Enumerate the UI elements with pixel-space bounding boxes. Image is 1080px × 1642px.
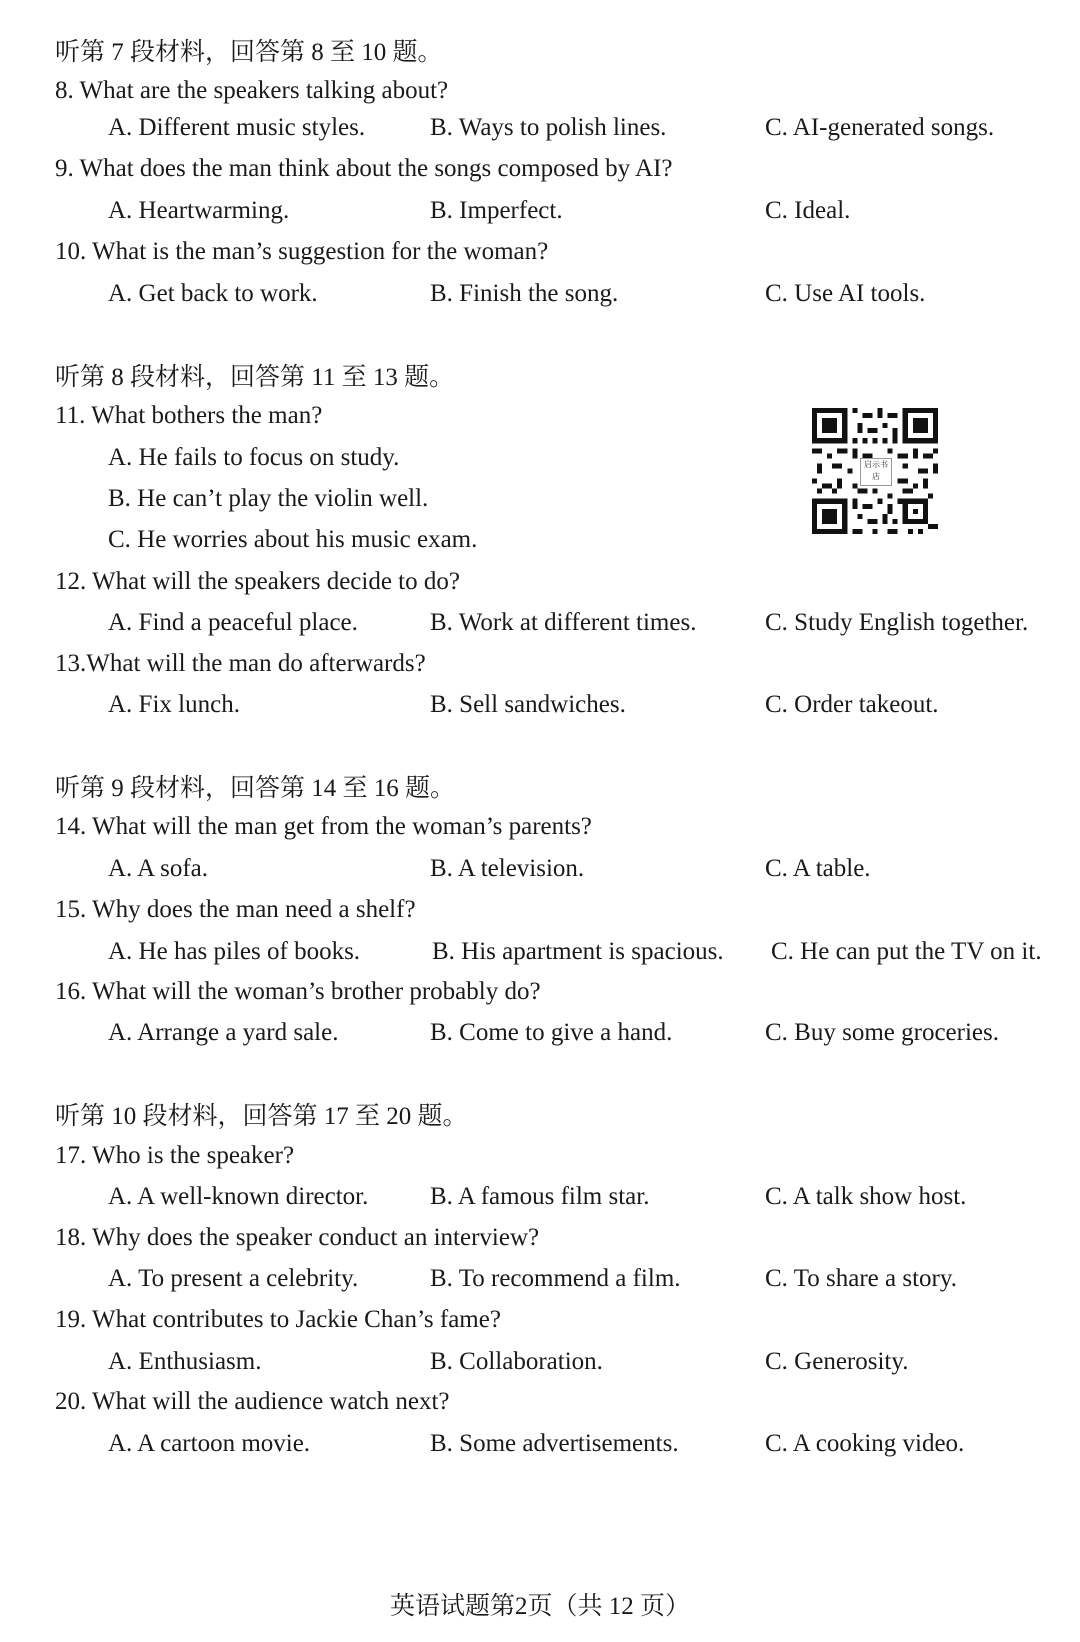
q8-option-b: B. Ways to polish lines. bbox=[430, 114, 667, 141]
q20-option-c: C. A cooking video. bbox=[765, 1430, 965, 1457]
q20-option-a: A. A cartoon movie. bbox=[108, 1430, 311, 1457]
q13-option-b: B. Sell sandwiches. bbox=[430, 691, 626, 718]
q12-option-b: B. Work at different times. bbox=[430, 609, 697, 636]
q10-option-a: A. Get back to work. bbox=[108, 280, 318, 307]
q11-option-c: C. He worries about his music exam. bbox=[108, 526, 478, 553]
question-12: 12. What will the speakers decide to do? bbox=[55, 568, 460, 595]
q17-option-a: A. A well-known director. bbox=[108, 1183, 369, 1210]
q13-option-c: C. Order takeout. bbox=[765, 691, 939, 718]
q14-option-a: A. A sofa. bbox=[108, 855, 208, 882]
section-heading-7: 听第 7 段材料，回答第 8 至 10 题。 bbox=[55, 39, 443, 66]
q12-option-c: C. Study English together. bbox=[765, 609, 1029, 636]
q15-option-b: B. His apartment is spacious. bbox=[432, 938, 724, 965]
q14-option-b: B. A television. bbox=[430, 855, 585, 882]
q13-option-a: A. Fix lunch. bbox=[108, 691, 240, 718]
question-14: 14. What will the man get from the woman’s parents? bbox=[55, 813, 592, 840]
section-heading-9: 听第 9 段材料，回答第 14 至 16 题。 bbox=[55, 775, 456, 802]
q16-option-c: C. Buy some groceries. bbox=[765, 1019, 999, 1046]
q18-option-b: B. To recommend a film. bbox=[430, 1265, 681, 1292]
question-11: 11. What bothers the man? bbox=[55, 402, 323, 429]
question-13: 13.What will the man do afterwards? bbox=[55, 650, 426, 677]
q11-option-a: A. He fails to focus on study. bbox=[108, 444, 400, 471]
q16-option-a: A. Arrange a yard sale. bbox=[108, 1019, 339, 1046]
q19-option-c: C. Generosity. bbox=[765, 1348, 909, 1375]
q9-option-c: C. Ideal. bbox=[765, 197, 851, 224]
q8-option-c: C. AI-generated songs. bbox=[765, 114, 995, 141]
question-18: 18. Why does the speaker conduct an interview? bbox=[55, 1224, 540, 1251]
q9-option-b: B. Imperfect. bbox=[430, 197, 563, 224]
q16-option-b: B. Come to give a hand. bbox=[430, 1019, 673, 1046]
q15-option-c: C. He can put the TV on it. bbox=[771, 938, 1042, 965]
q20-option-b: B. Some advertisements. bbox=[430, 1430, 679, 1457]
question-19: 19. What contributes to Jackie Chan’s fame? bbox=[55, 1306, 501, 1333]
q17-option-c: C. A talk show host. bbox=[765, 1183, 967, 1210]
q15-option-a: A. He has piles of books. bbox=[108, 938, 361, 965]
q12-option-a: A. Find a peaceful place. bbox=[108, 609, 358, 636]
q9-option-a: A. Heartwarming. bbox=[108, 197, 290, 224]
q10-option-b: B. Finish the song. bbox=[430, 280, 619, 307]
section-heading-8: 听第 8 段材料，回答第 11 至 13 题。 bbox=[55, 364, 455, 391]
qr-center-logo: 启示书店 bbox=[860, 458, 892, 486]
q19-option-b: B. Collaboration. bbox=[430, 1348, 603, 1375]
question-9: 9. What does the man think about the songs composed by AI? bbox=[55, 155, 673, 182]
qr-code[interactable] bbox=[812, 408, 938, 534]
q14-option-c: C. A table. bbox=[765, 855, 871, 882]
q18-option-a: A. To present a celebrity. bbox=[108, 1265, 359, 1292]
question-17: 17. Who is the speaker? bbox=[55, 1142, 295, 1169]
q17-option-b: B. A famous film star. bbox=[430, 1183, 650, 1210]
q10-option-c: C. Use AI tools. bbox=[765, 280, 926, 307]
page-footer: 英语试题第2页（共 12 页） bbox=[389, 1593, 690, 1620]
q8-option-a: A. Different music styles. bbox=[108, 114, 366, 141]
question-10: 10. What is the man’s suggestion for the woman? bbox=[55, 238, 549, 265]
q19-option-a: A. Enthusiasm. bbox=[108, 1348, 262, 1375]
question-15: 15. Why does the man need a shelf? bbox=[55, 896, 416, 923]
q11-option-b: B. He can’t play the violin well. bbox=[108, 485, 429, 512]
question-8: 8. What are the speakers talking about? bbox=[55, 77, 449, 104]
question-16: 16. What will the woman’s brother probably do? bbox=[55, 978, 541, 1005]
question-20: 20. What will the audience watch next? bbox=[55, 1388, 450, 1415]
q18-option-c: C. To share a story. bbox=[765, 1265, 957, 1292]
section-heading-10: 听第 10 段材料，回答第 17 至 20 题。 bbox=[55, 1103, 468, 1130]
